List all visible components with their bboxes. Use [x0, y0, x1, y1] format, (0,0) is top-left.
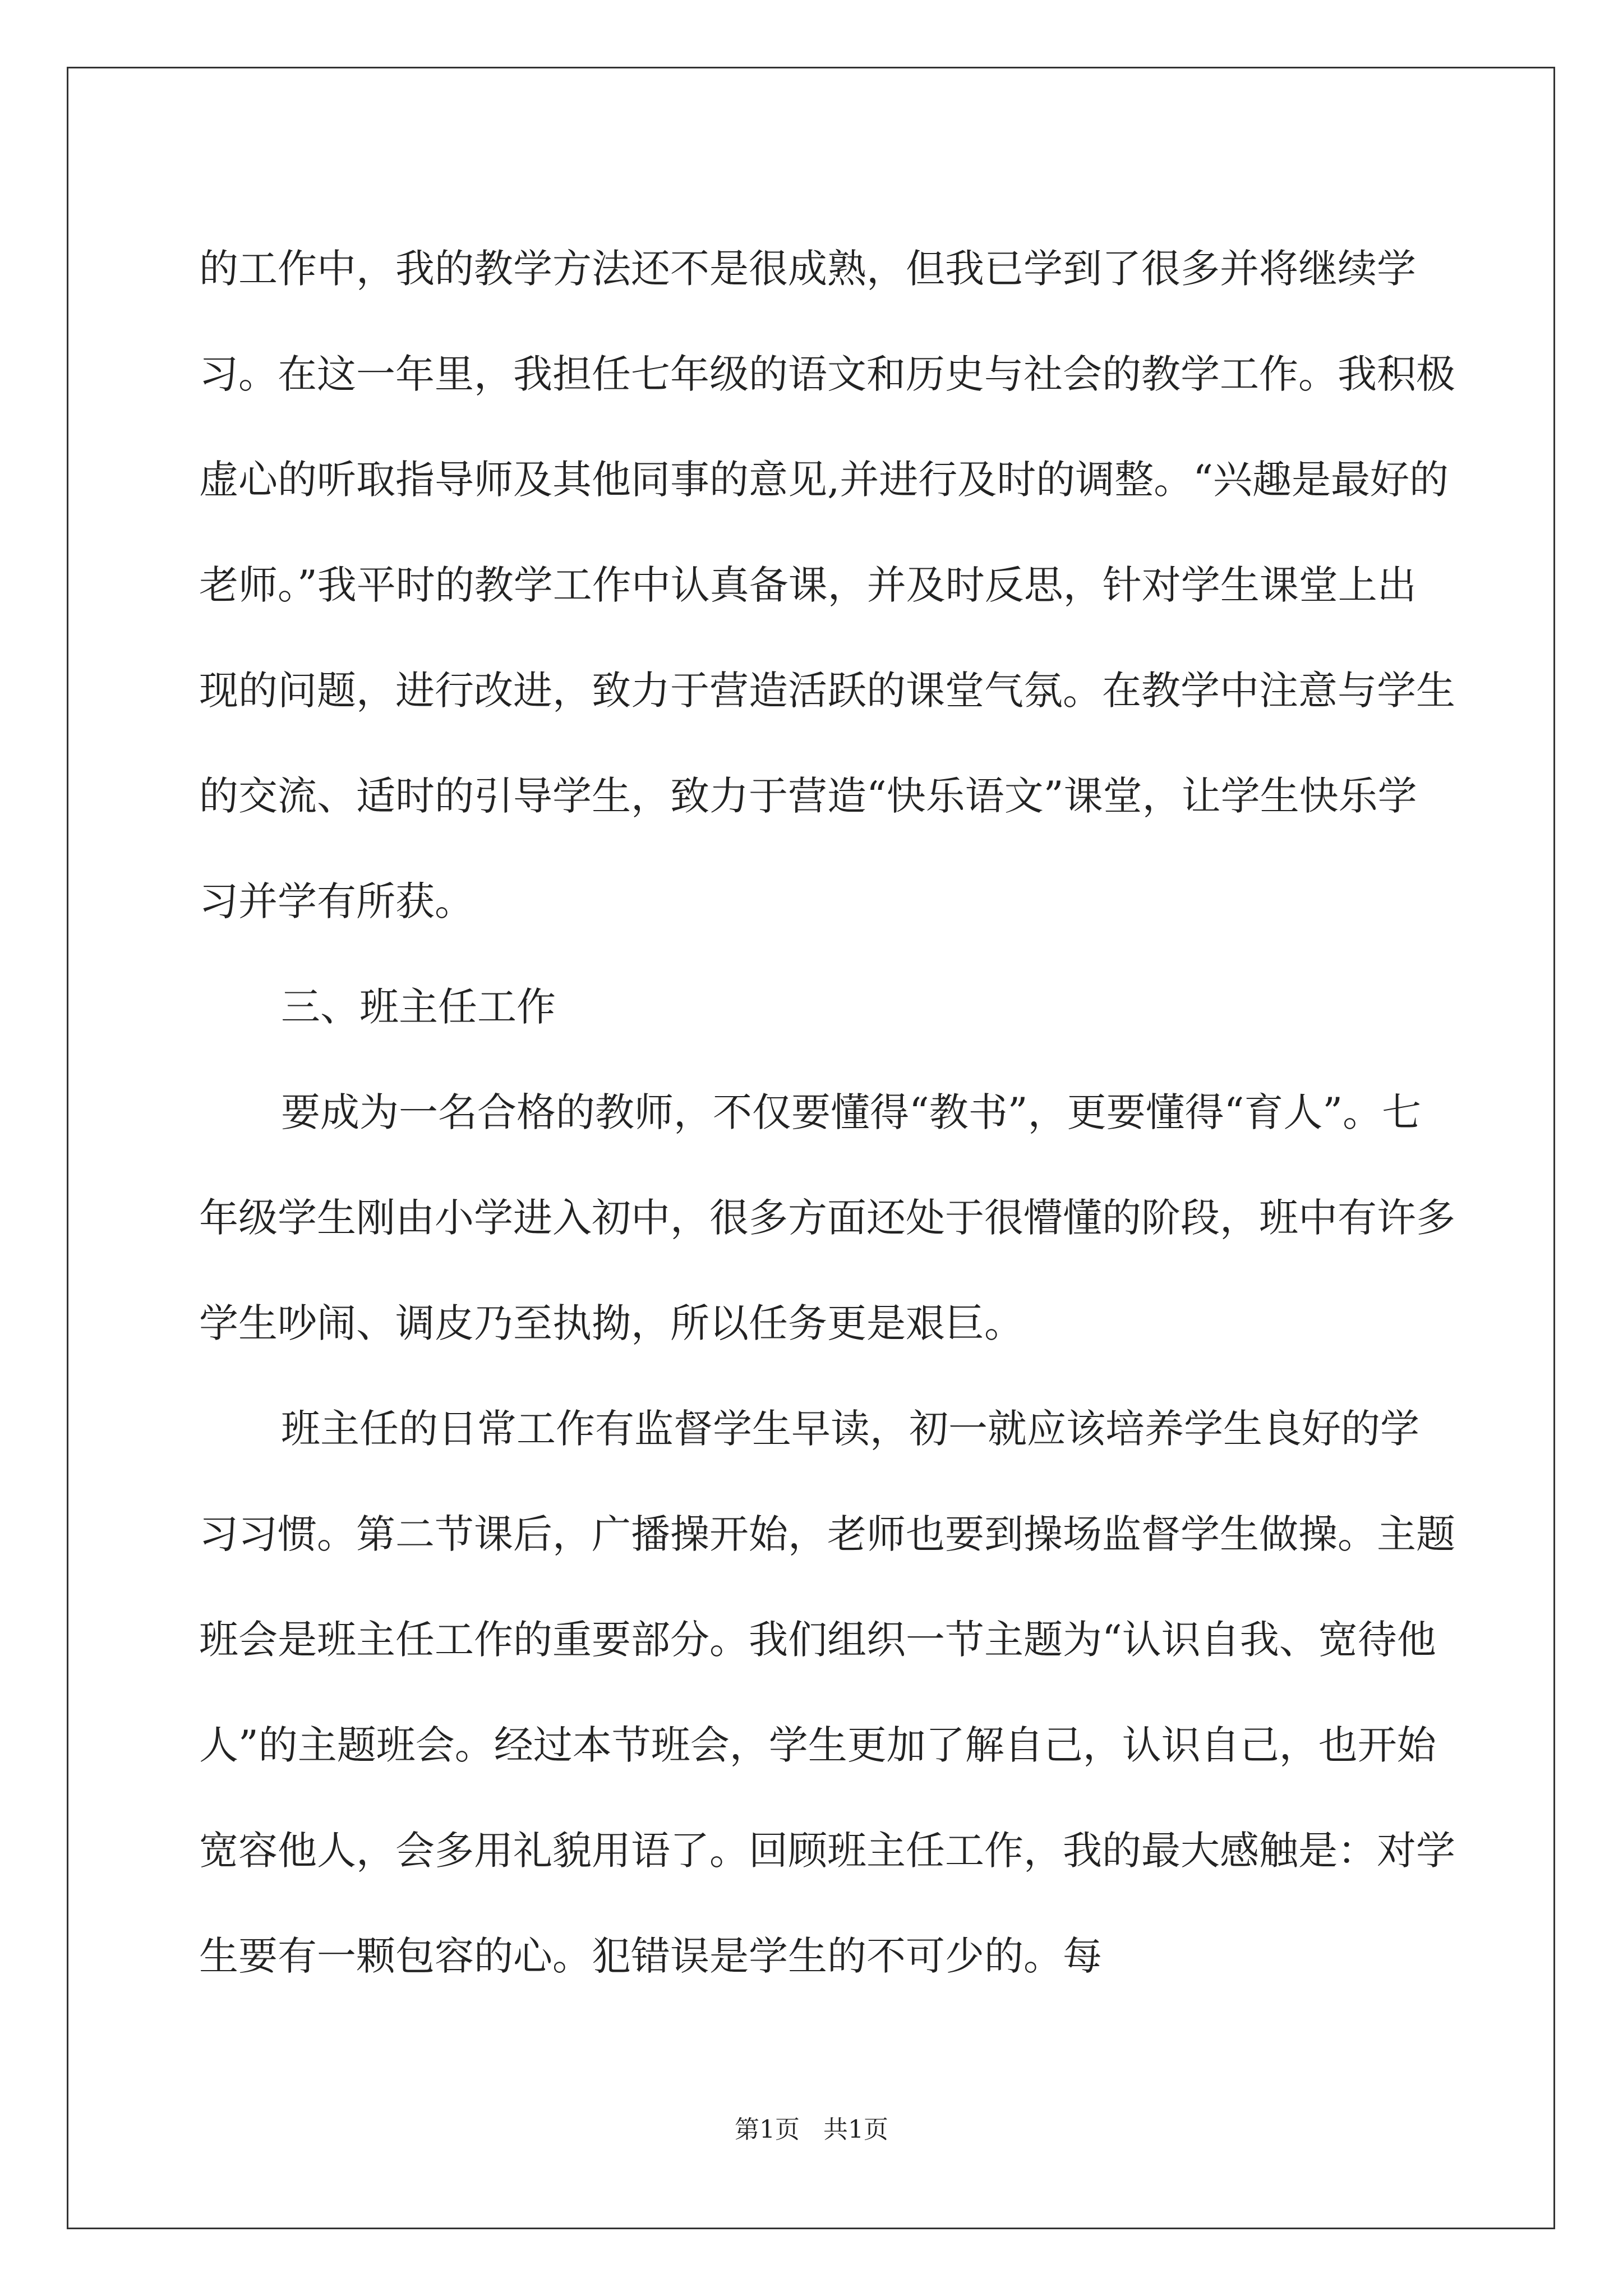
page-number: 第1页 共1页	[735, 2115, 888, 2144]
paragraph-qualified-teacher: 要成为一名合格的教师，不仅要懂得“教书”，更要懂得“育人”。七年级学生刚由小学进入初中，很多方面还处于很懵懂的阶段，班中有许多学生吵闹、调皮乃至执拗，所以任务更是艰巨。	[199, 1089, 1455, 1346]
paragraph-continued-teaching: 的工作中，我的教学方法还不是很成熟，但我已学到了很多并将继续学习。在这一年里，我担任七年级的语文和历史与社会的教学工作。我积极虚心的听取指导师及其他同事的意见,并进行及时的调整。“兴趣是最好的老师。”我平时的教学工作中认真备课，并及时反思，针对学生课堂上出现的问题，进行改进，致力于营造活跃的课堂气氛。在教学中注意与学生的交流、适时的引导学生，致力于营造“快乐语文”课堂，让学生快乐学习并学有所获。	[199, 246, 1455, 924]
document-body	[199, 216, 1455, 2009]
paragraph-daily-work: 班主任的日常工作有监督学生早读，初一就应该培养学生良好的学习习惯。第二节课后，广播操开始，老师也要到操场监督学生做操。主题班会是班主任工作的重要部分。我们组织一节主题为“认识自我、宽待他人”的主题班会。经过本节班会，学生更加了解自己，认识自己，也开始宽容他人，会多用礼貌用语了。回顾班主任工作，我的最大感触是：对学生要有一颗包容的心。犯错误是学生的不可少的。每	[199, 1406, 1455, 1979]
section-heading-head-teacher-work: 三、班主任工作	[281, 984, 556, 1030]
